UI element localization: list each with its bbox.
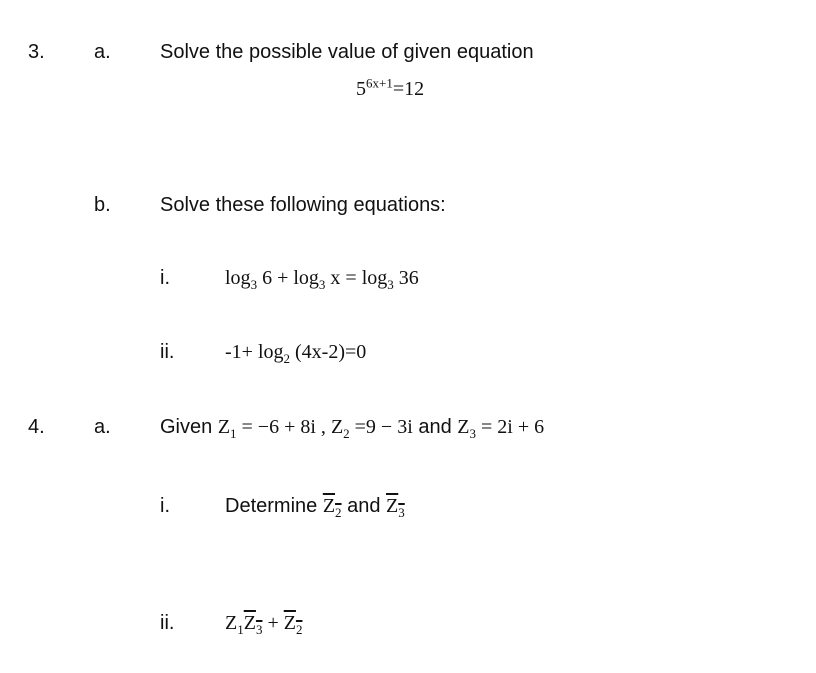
z-symbol: Z [243,612,256,634]
log-term: 6 + [257,267,294,289]
question-3b-i-label: i. [160,267,170,289]
log-term: 36 [393,267,419,289]
z-symbol: Z [386,495,399,517]
conjugate-expression [225,612,303,637]
log-base: 2 [283,351,291,366]
question-3a-text: Solve the possible value of given equation [160,41,534,63]
log-text: log [293,267,319,289]
subscript: 2 [335,505,342,520]
and-text: and [412,416,458,438]
question-3-number: 3. [28,41,45,63]
question-4a-label: a. [94,416,111,438]
complex-numbers-given [160,416,545,441]
subscript: 2 [295,622,303,637]
z2-conjugate [322,495,342,520]
log-term: x = [325,267,362,289]
z-symbol: Z [322,495,336,517]
question-4-number: 4. [28,416,45,438]
z1-definition [217,416,413,441]
given-text: Given [160,416,218,438]
equation-rhs: =12 [392,78,425,100]
subscript: 1 [237,622,244,637]
determine-conjugates [225,495,405,520]
question-3a-label: a. [94,41,111,63]
subscript: 1 [230,426,237,441]
question-4a-i-label: i. [160,495,170,517]
z-symbol: Z [283,612,296,634]
log-equation-i [225,267,419,292]
exponential-equation [356,75,425,100]
question-3b-ii-label: ii. [160,341,175,363]
log-base: 3 [250,277,258,292]
question-3b-label: b. [94,194,111,216]
z-symbol: Z [217,416,231,438]
z3-value: = 2i + 6 [475,416,545,438]
z-symbol: Z [225,612,238,634]
z-symbol: Z [330,416,344,438]
log-base: 3 [318,277,326,292]
determine-text: Determine [225,495,323,517]
question-3b-text: Solve these following equations: [160,194,446,216]
log-base: 3 [387,277,394,292]
z2-value: =9 − 3i [349,416,413,438]
equation-base: 5 [356,78,366,100]
plus-text: + [262,612,284,634]
z3-definition [457,416,545,441]
equation-exponent: 6x+1 [366,75,393,91]
question-4a-ii-label: ii. [160,612,175,634]
z3-conjugate [243,612,263,637]
log-text: log [257,341,284,363]
subscript: 3 [469,426,476,441]
log-text: log [225,267,251,289]
and-text: and [341,495,387,517]
subscript: 3 [255,622,263,637]
log-equation-ii [225,341,367,366]
subscript: 3 [398,505,405,520]
z-symbol: Z [457,416,470,438]
log-term: (4x-2)=0 [290,341,367,363]
subscript: 2 [343,426,350,441]
log-term: -1+ [225,341,258,363]
z2-conjugate [283,612,303,637]
log-text: log [361,267,388,289]
z3-conjugate [386,495,405,520]
z1-value: = −6 + 8i , [236,416,331,438]
